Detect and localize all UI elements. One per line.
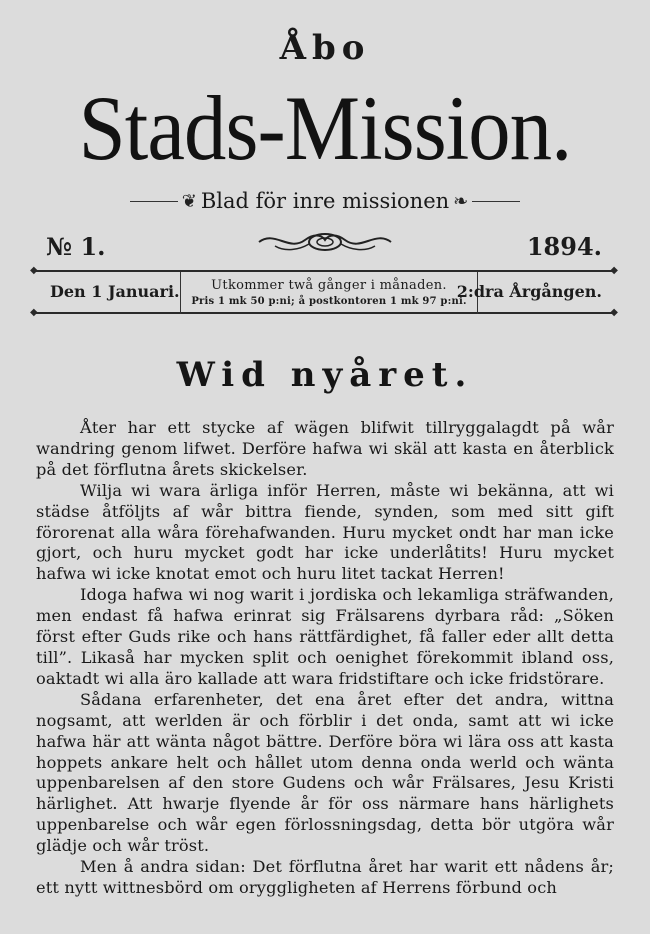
issue-number: № 1. [46, 232, 106, 261]
article-heading: Wid nyåret. [176, 355, 474, 395]
rule-end-diamond-icon: ◆ [610, 265, 618, 276]
subscription-box [180, 272, 478, 314]
masthead-info-bar [30, 265, 618, 318]
article-paragraph: Åter har ett stycke af wägen blifwit tillryggalagdt på wår wandring genom lifwet. Derföre hafwa wi skäl att kasta en återblick på det förflutna årets skickelser. [36, 418, 614, 479]
article-paragraph: Idoga hafwa wi nog warit i jordiska och lekamliga sträfwanden, men endast få hafwa erinrat sig Frälsarens dyrbara råd: „Söken först efter Guds rike och hans rättfärdighet, få faller eder allt detta till”. Likaså har mycken split och oenighet förekommit ibland oss, oaktadt wi alla äro kallade att wara fridstiftare och icke fridstörare. [36, 585, 614, 688]
article-paragraph: Wilja wi wara ärliga inför Herren, måste wi bekänna, att wi städse åtföljts af wår bittra fiende, synden, som med sitt gift förorenat alla wåra förehafwanden. Huru mycket ondt har man icke gjort, och huru mycket godt har icke underlåtits! Huru mycket hafwa wi icke knotat emot och huru litet tackat Herren! [36, 480, 614, 584]
article-body [36, 418, 614, 899]
ornament-right-icon: ❧ [453, 190, 469, 212]
issue-year: 1894. [526, 232, 602, 261]
subtitle-left-rule [130, 201, 178, 202]
ornament-left-icon: ❦ [181, 190, 197, 212]
publication-frequency: Utkommer twå gånger i månaden. [211, 278, 447, 293]
rule-end-diamond-icon: ◆ [30, 265, 38, 276]
article-paragraph: Sådana erfarenheter, det ena året efter det andra, wittna nogsamt, att werlden är och förblir i det onda, samt att wi icke hafwa här att wänta något bättre. Derföre böra wi lära oss att kasta hoppets ankare helt och hållet utom denna onda werld och wänta uppenbarelsen af den store Gudens och wår Frälsares, Jesu Kristi härlighet. Att hwarje flyende år för oss närmare hans härlighets uppenbarelse och wår egen förlossningsdag, detta bör utgöra wår glädje och wår tröst. [36, 689, 614, 856]
issue-date: Den 1 Januari. [50, 282, 180, 301]
flourish-ornament-icon [255, 222, 395, 258]
subscription-price: Pris 1 mk 50 p:ni; å postkontoren 1 mk 97 p:ni. [191, 296, 467, 307]
masthead-subtitle: Blad för inre missionen [200, 189, 450, 213]
subtitle-right-rule [472, 201, 520, 202]
masthead-pre-title: Åbo [279, 28, 371, 68]
volume-label: 2:dra Årgången. [456, 282, 602, 301]
rule-end-diamond-icon: ◆ [610, 307, 618, 318]
article-paragraph: Men å andra sidan: Det förflutna året har warit ett nådens år; ett nytt wittnesbörd om oryggligheten af Herrens förbund och [36, 857, 614, 897]
masthead-subtitle-row [130, 184, 520, 218]
rule-end-diamond-icon: ◆ [30, 307, 38, 318]
masthead-title: Stads-Mission. [78, 77, 572, 179]
